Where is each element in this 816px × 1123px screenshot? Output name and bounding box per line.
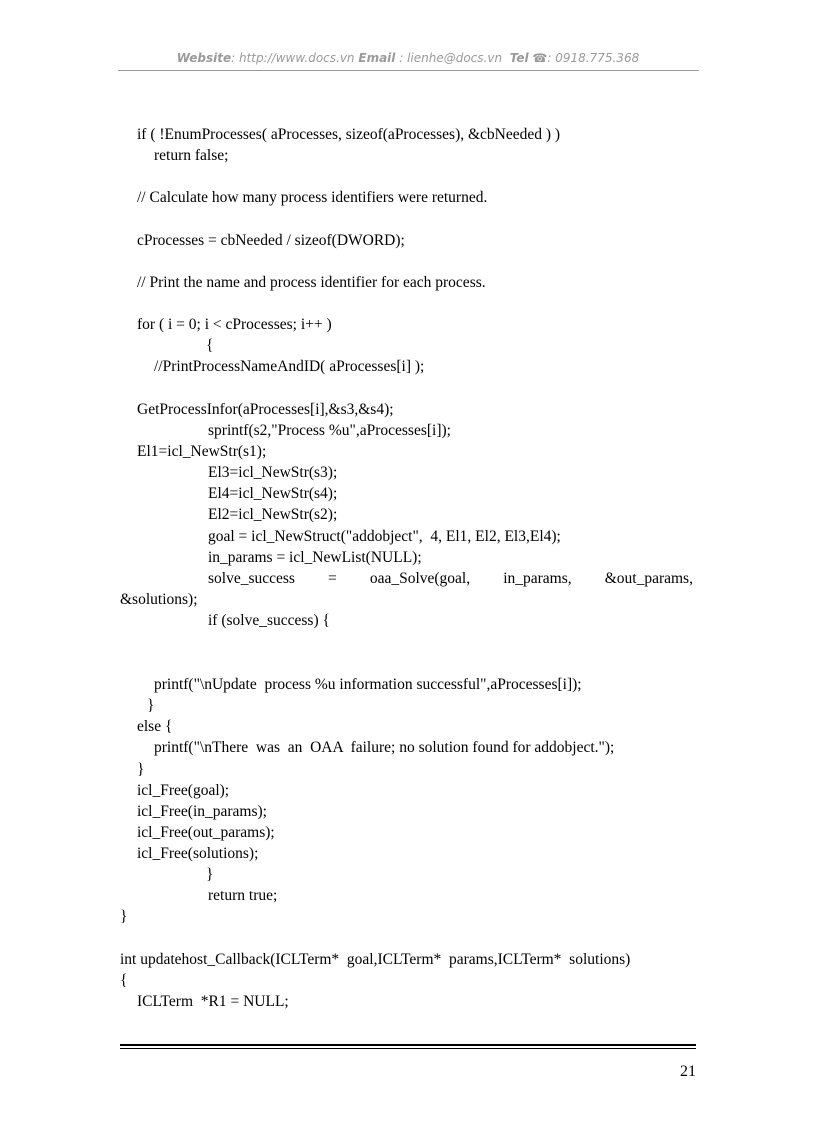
code-token: in_params, (503, 570, 572, 587)
code-line: } (206, 866, 214, 883)
code-line-justified (120, 569, 693, 589)
phone-icon: ☎ (532, 51, 548, 65)
code-line: icl_Free(solutions); (137, 845, 259, 862)
code-line: icl_Free(out_params); (137, 824, 275, 841)
code-token: &out_params, (604, 570, 693, 587)
code-line: El3=icl_NewStr(s3); (208, 464, 338, 481)
code-line: for ( i = 0; i < cProcesses; i++ ) (137, 316, 332, 333)
code-line: goal = icl_NewStruct("addobject", 4, El1, El2, El3,El4); (208, 528, 561, 545)
code-line: El1=icl_NewStr(s1); (137, 443, 267, 460)
header-rule (118, 70, 699, 71)
code-line: { (120, 972, 128, 989)
tel-value: : 0918.775.368 (547, 51, 640, 65)
email-label: Email (358, 51, 396, 65)
code-line: } (120, 908, 128, 925)
code-line: } (147, 697, 155, 714)
email-value[interactable]: : lienhe@docs.vn (395, 51, 503, 65)
code-line: GetProcessInfor(aProcesses[i],&s3,&s4); (137, 401, 394, 418)
code-token: oaa_Solve(goal, (369, 570, 471, 587)
code-line: int updatehost_Callback(ICLTerm* goal,ICLTerm* params,ICLTerm* solutions) (120, 951, 631, 968)
code-line: &solutions); (120, 591, 198, 608)
code-line: icl_Free(goal); (137, 782, 230, 799)
website-label: Website (176, 51, 232, 65)
code-comment: //PrintProcessNameAndID( aProcesses[i] ); (154, 358, 425, 375)
code-line: } (137, 761, 145, 778)
code-line: if ( !EnumProcesses( aProcesses, sizeof(aProcesses), &cbNeeded ) ) (137, 126, 561, 143)
code-comment: // Calculate how many process identifiers were returned. (137, 189, 488, 206)
page-header (118, 51, 698, 65)
footer-rule (120, 1044, 696, 1046)
code-line: if (solve_success) { (208, 612, 330, 629)
code-line: icl_Free(in_params); (137, 803, 267, 820)
tel-label: Tel (509, 51, 529, 65)
code-line: { (206, 337, 214, 354)
code-line: in_params = icl_NewList(NULL); (208, 549, 422, 566)
code-comment: // Print the name and process identifier for each process. (137, 274, 486, 291)
code-line: return true; (208, 887, 278, 904)
page-number: 21 (680, 1063, 696, 1080)
code-line: El4=icl_NewStr(s4); (208, 485, 338, 502)
code-token: solve_success (208, 570, 295, 587)
code-token: = (328, 570, 337, 587)
website-value[interactable]: : http://www.docs.vn (231, 51, 355, 65)
code-line: printf("\nThere was an OAA failure; no solution found for addobject."); (154, 739, 615, 756)
code-line: sprintf(s2,"Process %u",aProcesses[i]); (208, 422, 451, 439)
code-line: else { (137, 718, 173, 735)
code-line: ICLTerm *R1 = NULL; (137, 993, 289, 1010)
footer-rule (120, 1048, 696, 1049)
code-line: printf("\nUpdate process %u information successful",aProcesses[i]); (154, 676, 582, 693)
code-line: return false; (154, 147, 229, 164)
code-line: cProcesses = cbNeeded / sizeof(DWORD); (137, 232, 405, 249)
code-line: El2=icl_NewStr(s2); (208, 506, 338, 523)
